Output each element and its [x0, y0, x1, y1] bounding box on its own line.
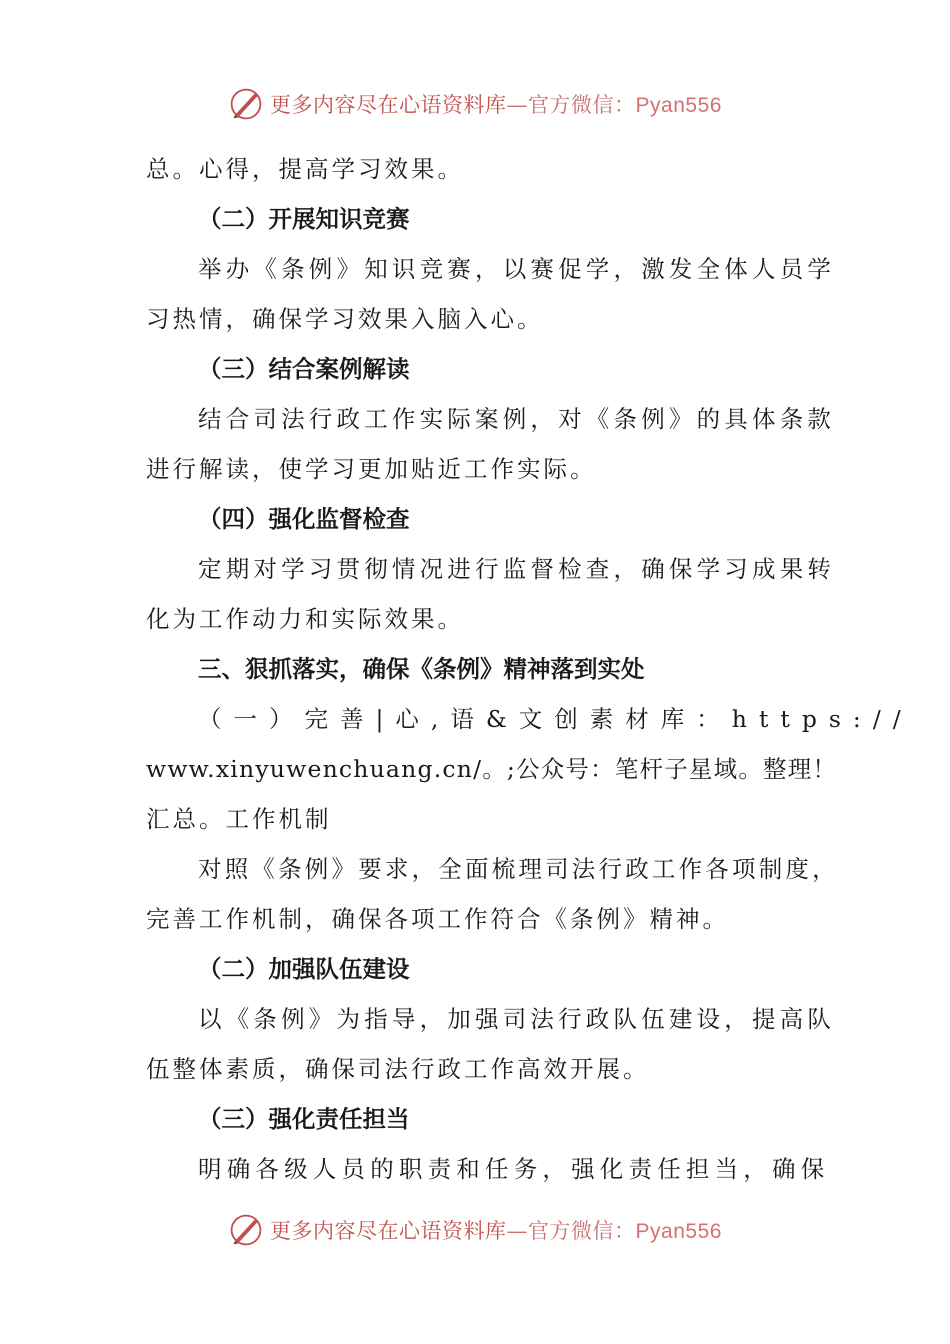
body-line: （一）完善|心,语&文创素材库：https:// [198, 705, 913, 733]
body-line: 定期对学习贯彻情况进行监督检查，确保学习成果转 [198, 555, 836, 583]
body-line: 明确各级人员的职责和任务，强化责任担当，确保 [198, 1155, 830, 1183]
quill-pen-logo-icon [228, 86, 264, 122]
body-line: 以《条例》为指导，加强司法行政队伍建设，提高队 [198, 1005, 836, 1033]
body-line: 习热情，确保学习效果入脑入心。 [146, 305, 544, 333]
chapter-heading: 三、狠抓落实，确保《条例》精神落到实处 [198, 655, 645, 683]
body-line: 对照《条例》要求，全面梳理司法行政工作各项制度， [198, 855, 839, 883]
body-line: 进行解读，使学习更加贴近工作实际。 [146, 455, 597, 483]
body-line: 完善工作机制，确保各项工作符合《条例》精神。 [146, 905, 729, 933]
section-heading: （四）强化监督检查 [198, 505, 410, 533]
body-line: 举办《条例》知识竞赛，以赛促学，激发全体人员学 [198, 255, 836, 283]
quill-pen-logo-icon [228, 1212, 264, 1248]
body-line: 汇总。工作机制 [146, 805, 332, 833]
body-line: 结合司法行政工作实际案例，对《条例》的具体条款 [198, 405, 836, 433]
section-heading: （三）结合案例解读 [198, 355, 410, 383]
footer-watermark-banner [0, 1210, 950, 1250]
body-line: 总。心得，提高学习效果。 [146, 155, 464, 183]
section-heading: （二）加强队伍建设 [198, 955, 410, 983]
body-line: 伍整体素质，确保司法行政工作高效开展。 [146, 1055, 650, 1083]
header-watermark-banner [0, 84, 950, 124]
banner-text: 更多内容尽在心语资料库—官方微信：Pyan556 [270, 1219, 722, 1243]
section-heading: （二）开展知识竞赛 [198, 205, 410, 233]
section-heading: （三）强化责任担当 [198, 1105, 410, 1133]
banner-text: 更多内容尽在心语资料库—官方微信：Pyan556 [270, 93, 722, 117]
body-line: 化为工作动力和实际效果。 [146, 605, 464, 633]
body-line: www.xinyuwenchuang.cn/。;公众号：笔杆子星域。整理！ [146, 755, 838, 783]
